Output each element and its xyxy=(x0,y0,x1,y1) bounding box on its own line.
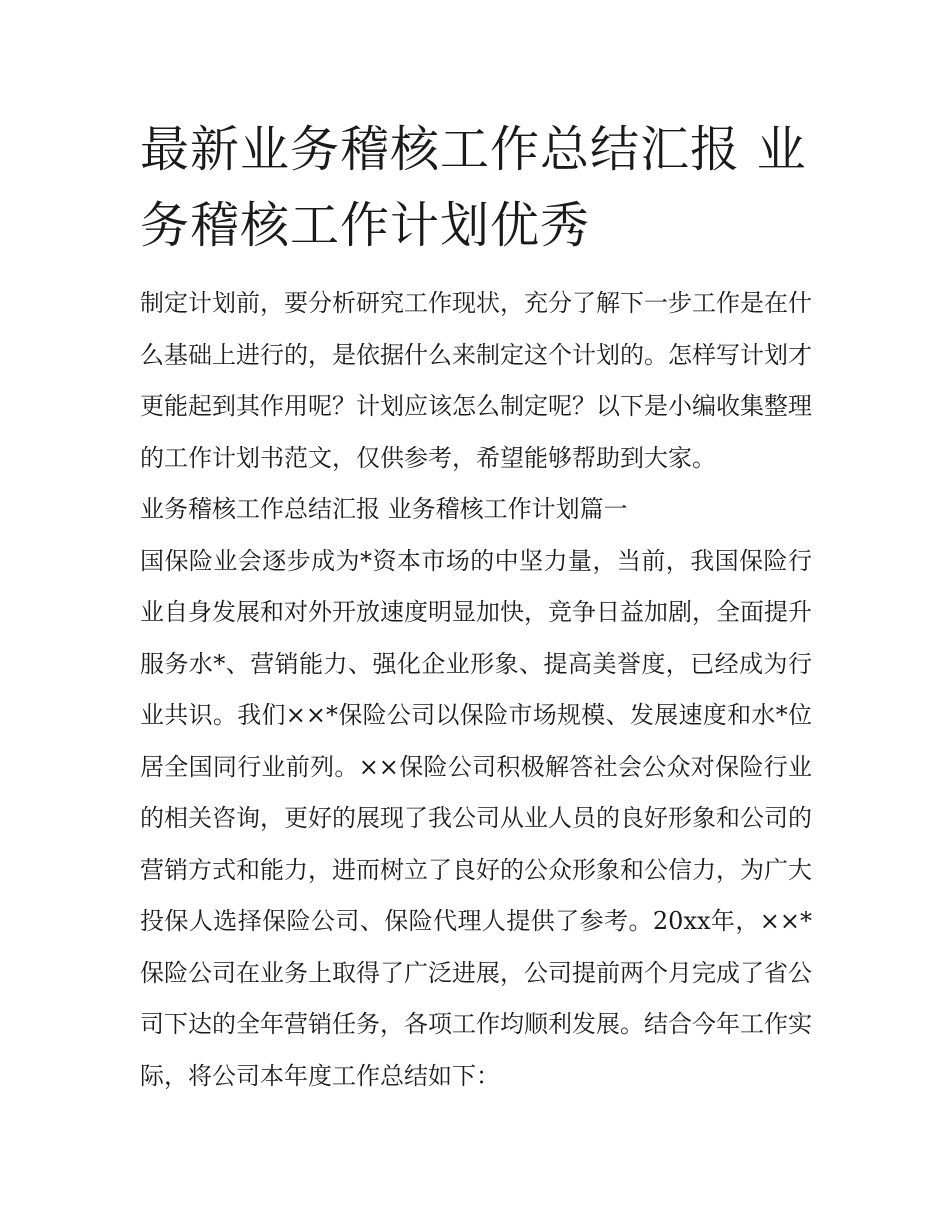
document-page xyxy=(140,112,812,1102)
document-title: 最新业务稽核工作总结汇报 业务稽核工作计划优秀 xyxy=(140,121,807,254)
intro-paragraph: 制定计划前，要分析研究工作现状，充分了解下一步工作是在什么基础上进行的，是依据什么来制定这个计划的。怎样写计划才更能起到其作用呢？计划应该怎么制定呢？以下是小编收集整理的工作计划书范文，仅供参考，希望能够帮助到大家。 xyxy=(140,289,812,472)
section-paragraph: 国保险业会逐步成为*资本市场的中坚力量，当前，我国保险行业自身发展和对外开放速度明显加快，竞争日益加剧，全面提升服务水*、营销能力、强化企业形象、提高美誉度，已经成为行业共识。我们××*保险公司以保险市场规模、发展速度和水*位居全国同行业前列。××保险公司积极解答社会公众对保险行业的相关咨询，更好的展现了我公司从业人员的良好形象和公司的营销方式和能力，进而树立了良好的公众形象和公信力，为广大投保人选择保险公司、保险代理人提供了参考。20xx年，××*保险公司在业务上取得了广泛进展，公司提前两个月完成了省公司下达的全年营销任务，各项工作均顺利发展。结合今年工作实际，将公司本年度工作总结如下： xyxy=(140,546,812,1090)
section-heading: 业务稽核工作总结汇报 业务稽核工作计划篇一 xyxy=(140,495,628,523)
